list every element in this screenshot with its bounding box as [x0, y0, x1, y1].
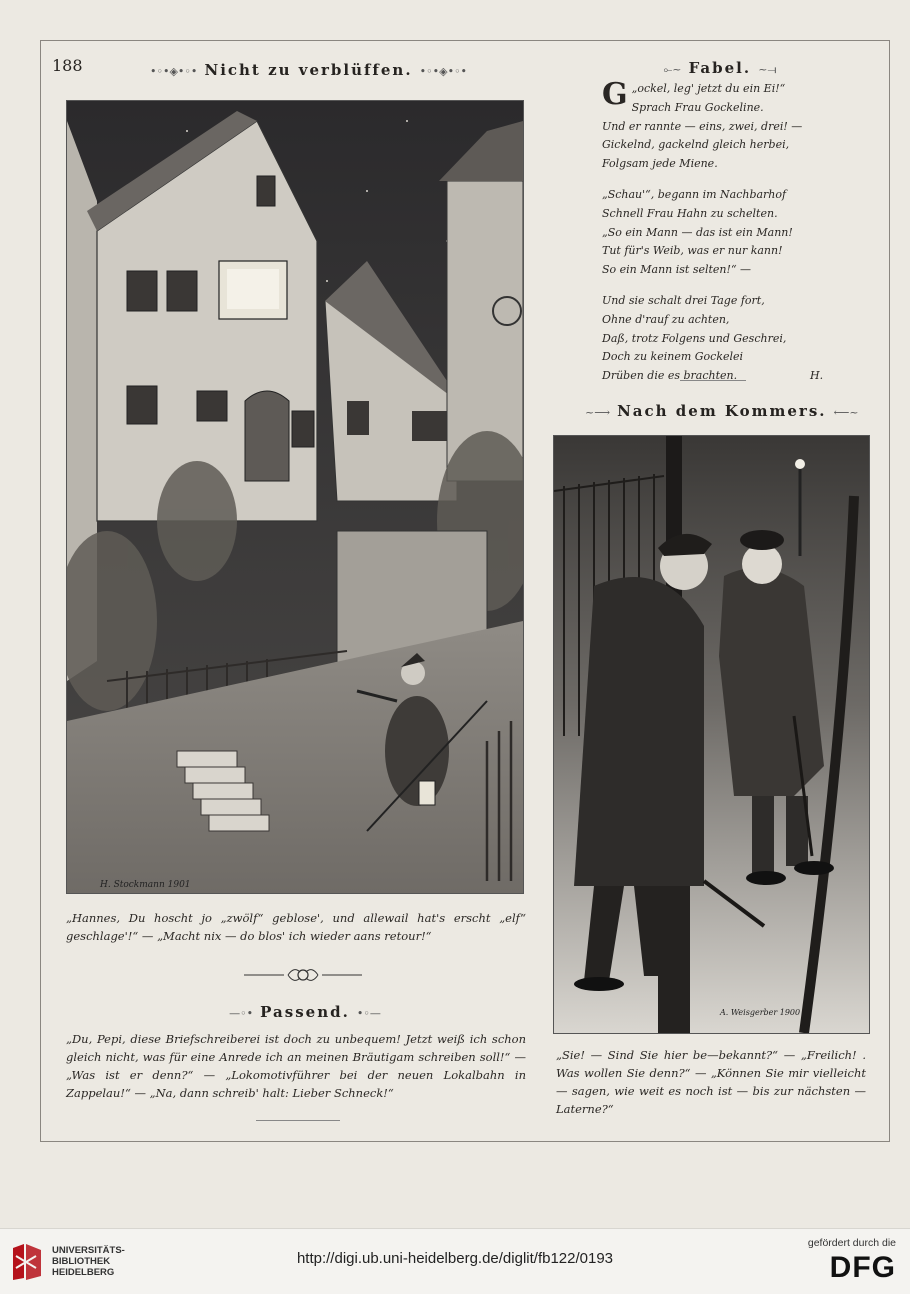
kommers-ornament-left: ~⟶ — [585, 406, 610, 419]
flourish-ornament-icon — [244, 964, 362, 986]
page-number: 188 — [52, 56, 83, 75]
heading-ornament-right: •◦•◈•◦• — [419, 65, 468, 78]
kommers-title: Nach dem Kommers. — [617, 402, 827, 420]
footer-bar — [0, 1228, 910, 1294]
rule-after-poem — [680, 380, 746, 381]
poem-line: Ohne d'rauf zu achten, — [602, 312, 730, 326]
fabel-ornament-right: ~⟞ — [758, 63, 777, 76]
poem-line: Sprach Frau Gockeline. — [631, 100, 764, 114]
passend-title: Passend. — [260, 1003, 350, 1021]
poem-line: Und sie schalt drei Tage fort, — [602, 293, 765, 307]
illustration-two-men-lamppost — [553, 435, 870, 1034]
illustration-night-street — [66, 100, 524, 894]
institution-line-3: HEIDELBERG — [52, 1267, 115, 1278]
fabel-ornament-left: ⟜~ — [663, 63, 682, 76]
illustration-signature-right: A. Weisgerber 1900 — [720, 1008, 801, 1017]
poem-line: Daß, trotz Folgens und Geschrei, — [602, 331, 787, 345]
poem-last-line-text: Drüben die es brachten. — [602, 369, 738, 383]
dfg-logo: DFG — [829, 1251, 896, 1284]
passend-text: „Du, Pepi, diese Briefschreiberei ist doch zu unbequem! Jetzt weiß ich schon gleich nicht, was für eine Anrede ich an meinen Bräutigam schreiben soll!“ — „Was ist er denn?“ — „Lokomotivführer bei der neuen Lokalbahn in Zappelau!“ — „Na, dann schreib' halt: Lieber Schneck!“ — [66, 1032, 526, 1100]
heading-passend — [220, 1002, 390, 1021]
fabel-title: Fabel. — [688, 59, 752, 77]
caption-right: „Sie! — Sind Sie hier be—bekannt?“ — „Freilich! . Was wollen Sie denn?“ — „Können Sie mir vielleicht — sagen, wie weit es noch ist — bis zur nächsten — Laterne?“ — [556, 1048, 866, 1116]
two-men-at-lamppost-icon — [554, 436, 869, 1033]
poem-stanza-1 — [602, 77, 842, 174]
institution-line-1: UNIVERSITÄTS- — [52, 1245, 125, 1256]
poem-author: H. — [810, 369, 824, 383]
night-street-scene-icon — [67, 101, 523, 893]
fabel-poem — [602, 77, 842, 398]
poem-line: Schnell Frau Hahn zu schelten. — [602, 206, 778, 220]
heading-nach-dem-kommers — [585, 401, 859, 420]
heading-fabel — [650, 58, 790, 77]
poem-line: „Schau'“, begann im Nachbarhof — [602, 187, 787, 201]
poem-line: So ein Mann ist selten!“ — — [602, 263, 752, 277]
document-url-link[interactable]: http://digi.ub.uni-heidelberg.de/diglit/fb122/0193 — [296, 1250, 614, 1267]
poem-line: Tut für's Weib, was er nur kann! — [602, 244, 783, 258]
poem-drop-cap: G — [602, 77, 628, 112]
rule-left-bottom — [256, 1120, 340, 1121]
funded-by-label: gefördert durch die — [807, 1237, 896, 1249]
poem-line: „ockel, leg' jetzt du ein Ei!“ — [631, 82, 786, 95]
poem-line: Gickelnd, gackelnd gleich herbei, — [602, 138, 790, 152]
illustration-signature-left: H. Stockmann 1901 — [100, 880, 191, 890]
passend-ornament-left: —◦• — [229, 1007, 254, 1020]
heading-title: Nicht zu verblüffen. — [204, 61, 413, 79]
poem-line — [602, 367, 842, 386]
caption-left: „Hannes, Du hoscht jo „zwölf“ geblose', und allewail hat's erscht „elf“ geschlage'!“ — „Macht nix — do blos' ich wieder aans retour!“ — [66, 911, 526, 943]
poem-line: Folgsam jede Miene. — [602, 157, 718, 171]
poem-line: Und er rannte — eins, zwei, drei! — — [602, 119, 803, 133]
poem-stanza-3 — [602, 292, 842, 386]
poem-line: Doch zu keinem Gockelei — [602, 350, 744, 364]
poem-stanza-2 — [602, 186, 842, 280]
heading-ornament-left: •◦•◈•◦• — [150, 65, 198, 78]
institution-line-2: BIBLIOTHEK — [52, 1256, 111, 1267]
kommers-ornament-right: ⟵~ — [833, 406, 859, 419]
poem-line: „So ein Mann — das ist ein Mann! — [602, 225, 793, 239]
passend-ornament-right: •◦— — [356, 1007, 381, 1020]
heading-nicht-zu-verbluffen — [150, 60, 468, 79]
